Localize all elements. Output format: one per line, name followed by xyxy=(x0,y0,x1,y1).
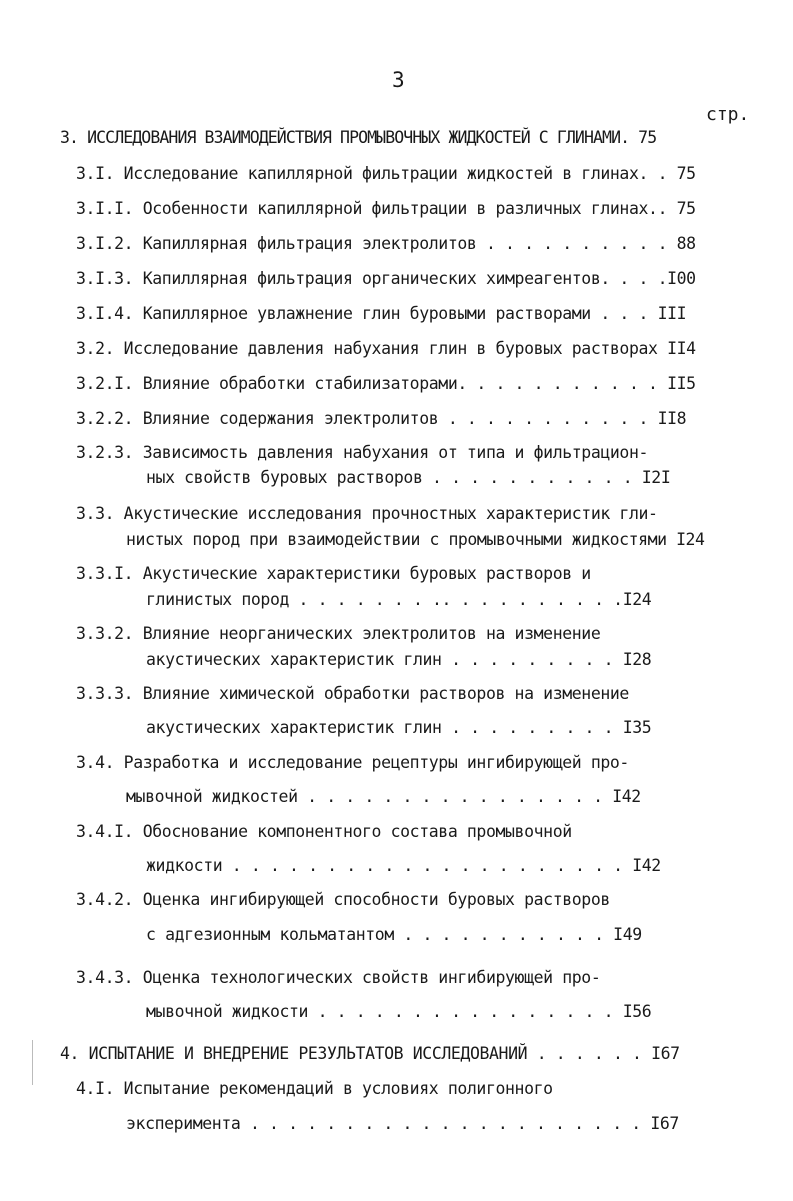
toc-line-3-4-3: 3.4.3. Оценка технологических свойств ингибирующей про- xyxy=(76,968,601,987)
toc-line-3-2-3: 3.2.3. Зависимость давления набухания от типа и фильтрацион- xyxy=(76,443,649,462)
toc-line-4-1: 4.I. Испытание рекомендаций в условиях полигонного xyxy=(76,1079,553,1098)
toc-line-3-3-3: 3.3.3. Влияние химической обработки растворов на изменение xyxy=(76,684,629,703)
toc-line-3-3: 3.3. Акустические исследования прочностных характеристик гли- xyxy=(76,504,658,523)
toc-line-3-2-2: 3.2.2. Влияние содержания электролитов . . . . . . . . . . . II8 xyxy=(76,409,687,428)
toc-line-3-3-1: 3.3.I. Акустические характеристики буровых растворов и xyxy=(76,564,591,583)
toc-line-3-2: 3.2. Исследование давления набухания глин в буровых растворах II4 xyxy=(76,339,696,358)
toc-line-3: 3. ИССЛЕДОВАНИЯ ВЗАИМОДЕЙСТВИЯ ПРОМЫВОЧНЫХ ЖИДКОСТЕЙ С ГЛИНАМИ. 75 xyxy=(60,128,657,147)
toc-line-3-4-cont: мывочной жидкостей . . . . . . . . . . . . . . . . I42 xyxy=(126,787,641,806)
toc-line-3-1-3: 3.I.3. Капиллярная фильтрация органических химреагентов. . . .I00 xyxy=(76,269,696,288)
toc-line-3-1: 3.I. Исследование капиллярной фильтрации жидкостей в глинах. . 75 xyxy=(76,164,696,183)
page-column-header: стр. xyxy=(706,104,750,125)
toc-line-3-3-2: 3.3.2. Влияние неорганических электролитов на изменение xyxy=(76,624,601,643)
toc-line-3-1-1: 3.I.I. Особенности капиллярной фильтрации в различных глинах.. 75 xyxy=(76,199,696,218)
toc-line-3-3-cont: нистых пород при взаимодействии с промывочными жидкостями I24 xyxy=(126,530,705,549)
toc-line-3-4-2: 3.4.2. Оценка ингибирующей способности буровых растворов xyxy=(76,890,610,909)
toc-line-3-1-2: 3.I.2. Капиллярная фильтрация электролитов . . . . . . . . . . 88 xyxy=(76,234,696,253)
toc-line-4-1-cont: эксперимента . . . . . . . . . . . . . . . . . . . . . I67 xyxy=(126,1114,679,1133)
toc-line-3-1-4: 3.I.4. Капиллярное увлажнение глин буровыми растворами . . . III xyxy=(76,304,687,323)
toc-line-3-4: 3.4. Разработка и исследование рецептуры ингибирующей про- xyxy=(76,753,629,772)
toc-line-3-4-3-cont: мывочной жидкости . . . . . . . . . . . . . . . . I56 xyxy=(146,1002,652,1021)
toc-line-3-3-1-cont: глинистых пород . . . . . . . .. . . . . . . . . .I24 xyxy=(146,590,652,609)
toc-line-3-4-1-cont: жидкости . . . . . . . . . . . . . . . . . . . . . I42 xyxy=(146,856,661,875)
toc-line-4: 4. ИСПЫТАНИЕ И ВНЕДРЕНИЕ РЕЗУЛЬТАТОВ ИССЛЕДОВАНИЙ . . . . . . I67 xyxy=(60,1044,680,1063)
toc-line-3-3-3-cont: акустических характеристик глин . . . . . . . . . I35 xyxy=(146,718,652,737)
toc-line-3-2-3-cont: ных свойств буровых растворов . . . . . . . . . . . I2I xyxy=(146,468,671,487)
toc-line-3-4-1: 3.4.I. Обоснование компонентного состава промывочной xyxy=(76,822,572,841)
page-number: 3 xyxy=(392,68,405,92)
toc-line-3-4-2-cont: с адгезионным кольматантом . . . . . . . . . . . I49 xyxy=(146,925,642,944)
toc-line-3-3-2-cont: акустических характеристик глин . . . . . . . . . I28 xyxy=(146,650,652,669)
toc-line-3-2-1: 3.2.I. Влияние обработки стабилизаторами. . . . . . . . . . . II5 xyxy=(76,374,696,393)
scan-edge-mark xyxy=(32,1040,33,1085)
